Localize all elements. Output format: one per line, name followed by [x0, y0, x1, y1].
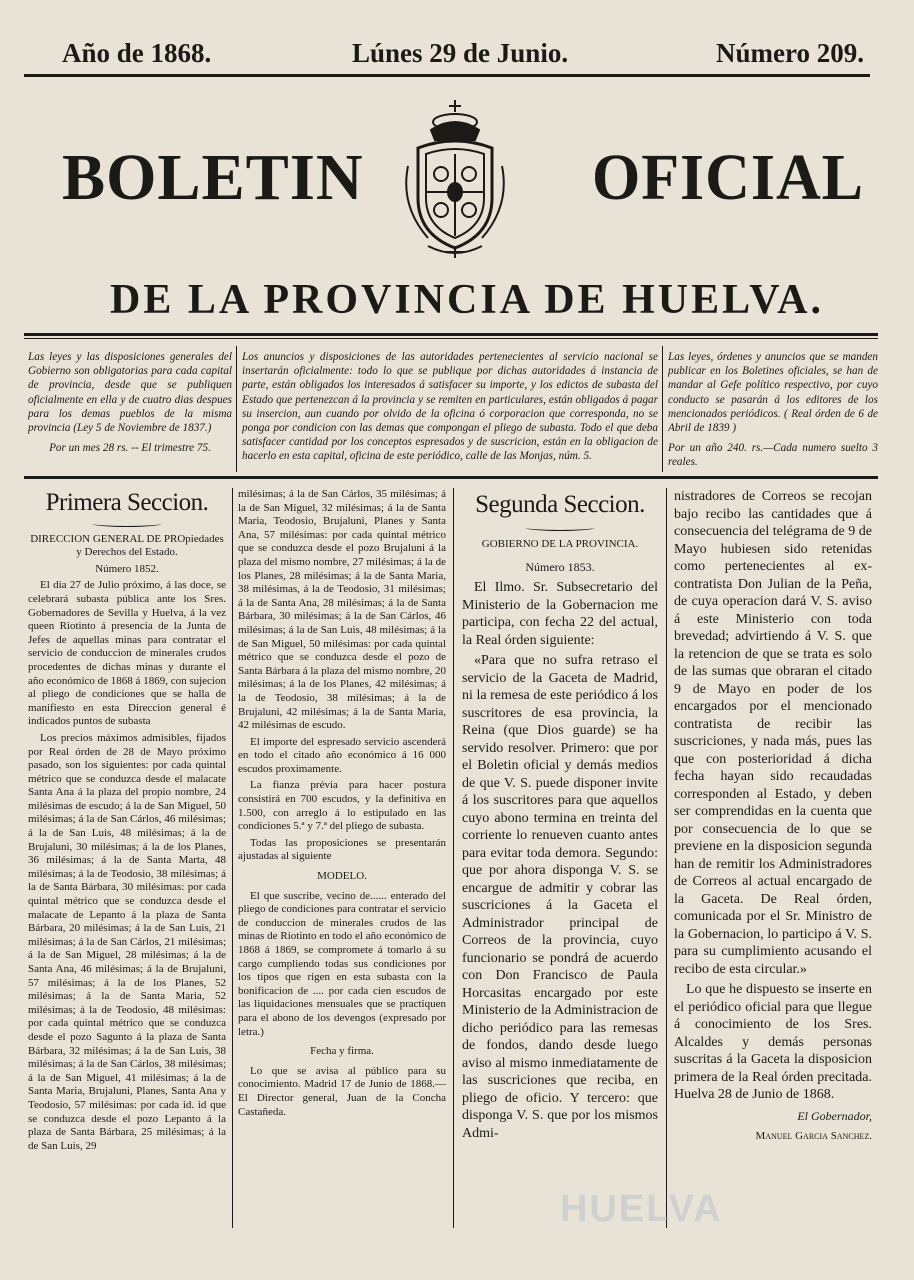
notice-divider-2: [662, 346, 663, 472]
masthead-boletin: BOLETIN: [62, 141, 364, 214]
header-rule: [24, 74, 870, 77]
masthead-rule-thin: [24, 338, 878, 339]
col1-number: Número 1852.: [95, 562, 159, 575]
col2-paragraph-3: La fianza prévia para hacer postura consistirá en 700 escudos, y la definitiva en 1.500, con arreglo á lo estipulado en las condiciones 5.ª y 7.ª del pliego de subasta.: [238, 779, 446, 833]
col2-firma: Fecha y firma.: [310, 1045, 374, 1058]
section-two-title: Segunda Seccion.: [475, 491, 645, 518]
col3-heading: GOBIERNO DE LA PROVINCIA.: [481, 537, 639, 550]
col3-number: Número 1853.: [525, 559, 595, 574]
col1-heading: DIRECCION GENERAL DE PROpiedades y Derechos del Estado.: [30, 532, 224, 559]
masthead-oficial: OFICIAL: [592, 141, 865, 214]
col1-paragraph-2: Los precios máximos admisibles, fijados por Real órden de 28 de Mayo próximo pasado, son los siguientes: por cada quintal métrico que se conduzca desde el malacate Santa Ana á la plaza del propio nombre, 24 milésimas de escudo; á la de San Miguel, 50 milésimas; á la de San Cárlos, 46 milésimas; á la de San Luis, 48 milésimas; á la de Brujaluni, 30 milésimas; á la de los Planes, 36 milésimas; á la de Santa Marta, 48 milésimas; á la de Teodosio, 38 milésimas; á la de Santa Bárbara, 30 milésimas: por cada quintal métrico que se conduzca desde el malacate de Lepanto á la plaza de Santa Bárbara, 20 milésimas; á la de San Luis, 21 milésimas; á la de San Cárlos, 21 milésimas; á la de San Miguel, 28 milésimas; á la de Santa Ana, 46 milésimas; á la de Brujaluni, 57 milésimas; á la de los Planes, 52 milésimas; á la de Santa Maria, 52 milésimas; á la de Teodosio, 48 milésimas: por cada quintal métrico que se conduzca desde el pozo Sagunto á la plaza de Santa Bárbara, 32 milésimas; á la de San Luis, 38 milésimas; á la de San Cárlos, 38 milésimas; á la de San Miguel, 41 milésimas; á la de Santa Maria, Brujaluni, Planes, Santa Ana y Teodosio, 57 milésimas: por cada id. id que se conduzca desde el pozo Lepanto á la plaza de Santa Bárbara, 25 milésimas; á la de San Luis, 29: [28, 731, 226, 1152]
masthead-rule-thick: [24, 333, 878, 336]
column-divider-1: [232, 488, 233, 1228]
column-4: [674, 488, 872, 1228]
section-one-flourish: [92, 520, 162, 527]
col4-paragraph-1: nistradores de Correos se recojan bajo recibo las cantidades que á consecuencia del telégrama de 9 de Mayo hubiesen sido retenidas como pertenecientes al ex-contratista Don Julian de la Peña, de cuya operacion dará V. S. aviso á este Ministerio con toda brevedad; advirtiendo á V. S. que la retencion de que se trata es solo de las sumas que obraran el citado 9 de Mayo en poder de los encargados por el mencionado contratista de recibir las suscriciones, y nada más, pues las que con posterioridad á dicha fecha hayan sido recaudadas corresponden al Estado, y deben ser comprendidas en la cuenta que por consecuencia de lo que se previene en la disposicion segunda han de remitir los Administradores de Correos al actual encargado de la Gaceta. De Real órden, comunicada por el Sr. Ministro de la Gobernacion, lo participo á V. S. para su cumplimiento acusando el recibo de esta circular.»: [674, 489, 872, 977]
col2-paragraph-4: Todas las proposiciones se presentarán ajustadas al siguiente: [238, 836, 446, 863]
notice-right-text: Las leyes, órdenes y anuncios que se manden publicar en los Boletines oficiales, se han de mandar al Gefe político respectivo, por cuyo conducto se pasarán á los editores de los mencionados periódicos. ( Real órden de 6 de Abril de 1839 ): [668, 351, 878, 435]
masthead-subtitle: DE LA PROVINCIA DE HUELVA.: [110, 277, 824, 323]
col1-paragraph-1: El dia 27 de Julio próximo, á las doce, se celebrará subasta pública ante los Sres. Gobernadores de Sevilla y Huelva, á la vez queen Riotinto á presencia de la Junta de Jefes de aquellas minas para contratar el servicio de conduccion de minerales crudos procedentes de dichas minas y durante el año económico de 1868 á 1869, con sujecion al pliego de condiciones que se halla de manifiesto en esta Direccion general é indicados puntos de subasta: [28, 579, 226, 728]
year-label: Año de 1868.: [62, 38, 212, 68]
issue-number: Número 209.: [716, 38, 864, 68]
dateline: [24, 38, 870, 72]
column-3: [462, 488, 658, 1228]
col3-paragraph-1: El Ilmo. Sr. Subsecretario del Ministerio de la Gobernacion me participa, con fecha 22 del actual, la Real órden siguiente:: [462, 580, 658, 648]
signature-title: El Gobernador,: [797, 1108, 872, 1123]
notice-left-price: Por un mes 28 rs. -- El trimestre 75.: [49, 442, 211, 455]
notice-right-price: Por un año 240. rs.—Cada numero suelto 3 reales.: [668, 442, 878, 469]
signature-name: Manuel Garcia Sanchez.: [755, 1130, 872, 1142]
notice-right: [668, 350, 878, 472]
col2-paragraph-5: El que suscribe, vecino de...... enterado del pliego de condiciones para contratar el servicio de conduccion de minerales crudos de las minas de Riotinto en todo el año económico de 1868 á 1869, se compromete á tomarlo á su cargo cumpliendo todas sus condiciones por los tipos que rigen en esta subasta con la bonificacion de .... por cada cien escudos de las liquidaciones mensuales que se practiquen para el abono de los devengos (expresado por letra.): [238, 889, 446, 1038]
date-label: Lúnes 29 de Junio.: [352, 38, 569, 68]
archive-watermark: HUELVA: [560, 1188, 723, 1230]
col4-paragraph-2: Lo que he dispuesto se inserte en el periódico oficial para que llegue á conocimiento de los Sres. Alcaldes y demás personas suscritas á la Gaceta la disposicion primera de la Real órden precitada. Huelva 28 de Junio de 1868.: [674, 982, 872, 1102]
notice-left-text: Las leyes y las disposiciones generales del Gobierno son obligatorias para cada capital de provincia, desde que se publiquen oficialmente en ella y de cuatro dias despues para los demas pueblos de la misma provincia (Ley 5 de Noviembre de 1837.): [28, 351, 232, 435]
col2-paragraph-1: milésimas; á la de San Cárlos, 35 milésimas; á la de San Miguel, 32 milésimas; á la de Santa Maria, Teodosio, Brujaluni, Planes y Santa Ana, 57 milésimas: por cada quintal métrico que se conduzca desde el pozo Brujaluni á la plaza del mismo nombre, 27 milésimas; á la de los Planes, 28 milésimas; á la de Santa Maria, 38 milésimas, á la de Teodosio, 31 milésimas; á la de Santa Ana, 28 milésimas; á la de Santa Bárbara, 30 milésimas; á la de San Cárlos, 46 milésimas; á la de San Luis, 48 milésimas; á la de San Miguel, 50 milésimas: por cada quintal métrico que se conduzca desde el pozo de Santa Bárbara á la plaza del mismo nombre, 20 milésimas; á la de los Planes, 42 milésimas; á la de Teodosio, 38 milésimas; á la de Brujaluni, 42 milésimas; á la de Santa Maria, 42 milésimas de escudo.: [238, 488, 446, 732]
column-2: [238, 488, 446, 1228]
royal-coat-of-arms-icon: [398, 96, 512, 262]
column-1: [28, 488, 226, 1228]
col2-paragraph-2: El importe del espresado servicio ascenderá en todo el citado año económico á 16 000 escudos proximamente.: [238, 735, 446, 775]
notice-center-text: Los anuncios y disposiciones de las autoridades pertenecientes al servicio nacional se insertarán oficialmente: todo lo que se publique por dichas autoridades á instancia de parte, están obligados los interesados á satisfacer su importe, y los edictos de subasta del Estado que pertenezcan á la provincia y se remiten en particulares, están obligados á pagar su insercion, aun cuando por olvido de la oficina ó corporacion que corresponda, no se ponga por condicion con las demas que compongan el pliego de subasta. Todo el que deba satisfacer cantidad por los conceptos espresados y de suscricion, están en la obligacion de hacerlo en esta capital, oficina de este periódico, calle de las Monjas, núm. 5.: [242, 351, 658, 463]
notice-divider-1: [236, 346, 237, 472]
section-one-title: Primera Seccion.: [45, 489, 209, 516]
column-divider-2: [453, 488, 454, 1228]
col2-modelo: MODELO.: [317, 870, 367, 883]
column-divider-3: [666, 488, 667, 1228]
notice-left: [28, 350, 232, 472]
notice-center: [242, 350, 658, 472]
section-two-flourish: [525, 524, 595, 531]
col2-paragraph-6: Lo que se avisa al público para su conocimiento. Madrid 17 de Junio de 1868.—El Director general, Juan de la Concha Castañeda.: [238, 1064, 446, 1118]
col3-paragraph-2: «Para que no sufra retraso el servicio de la Gaceta de Madrid, ni la remesa de este periódico á los suscritores de esa provincia, la Reina (que Dios guarde) se ha servido resolver. Primero: que por el Boletin oficial y demás medios de que V. S. puede disponer invite á los suscritores para que aquellos cuyo abono termina en treinta del corriente lo renueven cuanto antes para evitar toda demora. Segundo: que por ahora disponga V. S. se encargue de admitir y cobrar las suscriciones á la Gaceta el Administrador principal de Correos de la provincia, cuyo funcionario se pondrá de acuerdo con Don Francisco de Paula Horcasitas encargado por este Ministerio de la Administracion de dicho periódico para las remesas de fondos, dando desde luego aviso al mismo inmediatamente de las suscriciones que reciba, en pliego de oficio. Y tercero: que disponga V. S. que por los mismos Admi-: [462, 653, 658, 1141]
notice-rule: [24, 476, 878, 479]
